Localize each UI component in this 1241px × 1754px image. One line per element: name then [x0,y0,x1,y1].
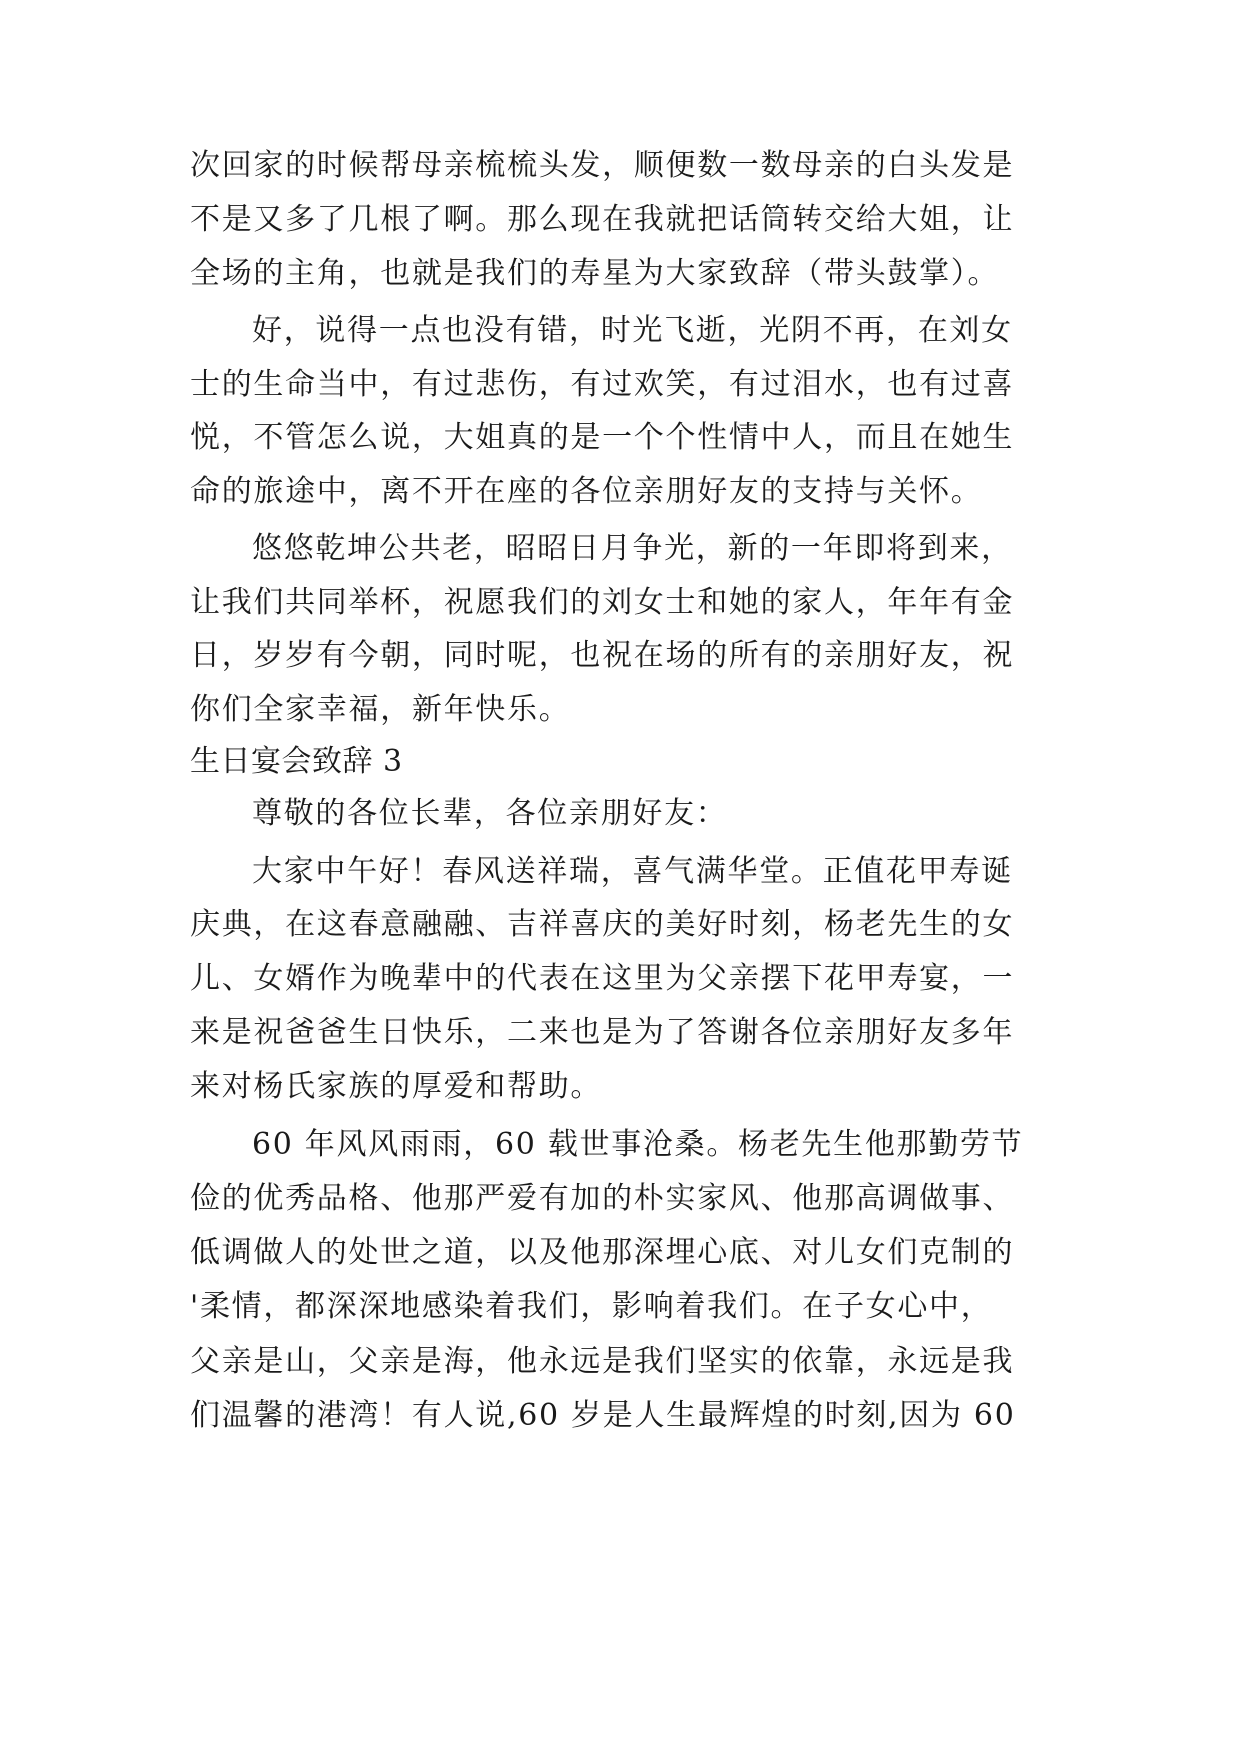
section-heading: 生日宴会致辞 3 [190,744,403,779]
text-line: 士的生命当中，有过悲伤，有过欢笑，有过泪水，也有过喜 [190,367,1015,402]
text-line: 庆典，在这春意融融、吉祥喜庆的美好时刻，杨老先生的女 [190,907,1015,942]
text-line: '柔情，都深深地感染着我们，影响着我们。在子女心中， [190,1289,993,1324]
text-line: 父亲是山，父亲是海，他永远是我们坚实的依靠，永远是我 [190,1344,1015,1379]
text-line: 60 年风风雨雨，60 载世事沧桑。杨老先生他那勤劳节 [252,1127,1024,1162]
text-line: 大家中午好！春风送祥瑞，喜气满华堂。正值花甲寿诞 [252,854,1013,889]
text-line: 们温馨的港湾！有人说,60 岁是人生最辉煌的时刻,因为 60 [190,1398,1016,1433]
text-line: 儿、女婿作为晚辈中的代表在这里为父亲摆下花甲寿宴，一 [190,961,1015,996]
text-line: 来是祝爸爸生日快乐，二来也是为了答谢各位亲朋好友多年 [190,1015,1015,1050]
text-line: 次回家的时候帮母亲梳梳头发，顺便数一数母亲的白头发是 [190,148,1015,183]
text-line: 悦，不管怎么说，大姐真的是一个个性情中人，而且在她生 [190,420,1015,455]
text-line: 来对杨氏家族的厚爱和帮助。 [190,1069,603,1104]
text-line: 不是又多了几根了啊。那么现在我就把话筒转交给大姐，让 [190,202,1015,237]
text-line: 全场的主角，也就是我们的寿星为大家致辞（带头鼓掌）。 [190,256,1000,291]
text-line: 好，说得一点也没有错，时光飞逝，光阴不再，在刘女 [252,313,1013,348]
text-line: 你们全家幸福，新年快乐。 [190,692,571,727]
text-line: 尊敬的各位长辈，各位亲朋好友： [252,796,728,831]
text-line: 低调做人的处世之道，以及他那深埋心底、对儿女们克制的 [190,1235,1015,1270]
text-line: 日，岁岁有今朝，同时呢，也祝在场的所有的亲朋好友，祝 [190,638,1015,673]
text-line: 让我们共同举杯，祝愿我们的刘女士和她的家人，年年有金 [190,585,1015,620]
text-line: 悠悠乾坤公共老，昭昭日月争光，新的一年即将到来， [252,531,1013,566]
text-line: 命的旅途中，离不开在座的各位亲朋好友的支持与关怀。 [190,474,983,509]
text-line: 俭的优秀品格、他那严爱有加的朴实家风、他那高调做事、 [190,1181,1015,1216]
